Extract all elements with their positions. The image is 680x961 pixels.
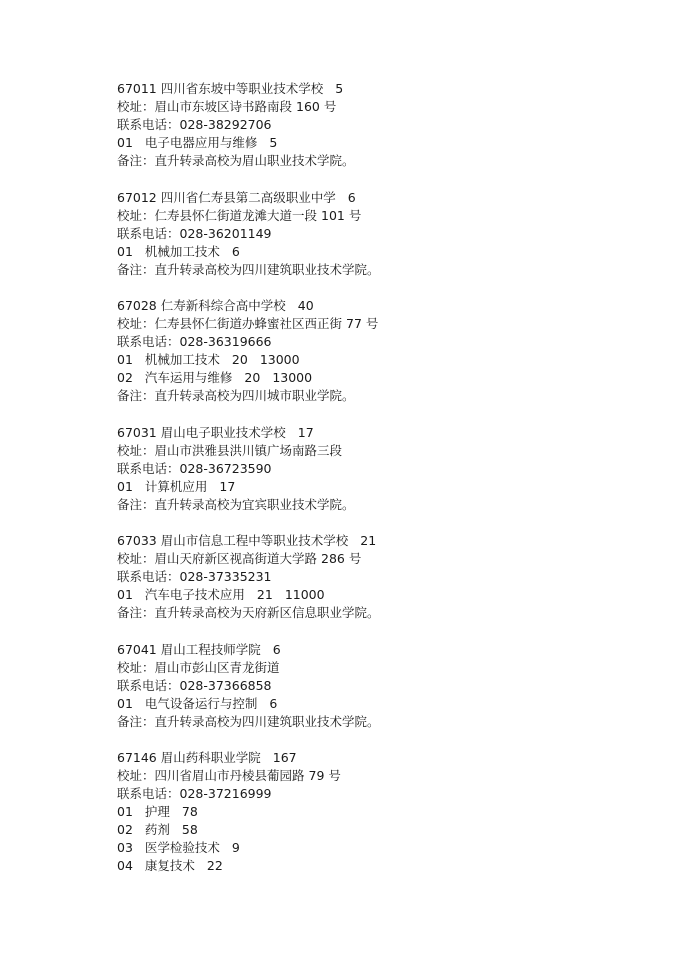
school-heading xyxy=(117,641,640,659)
major-count: 17 xyxy=(219,478,236,494)
phone-value: 028-36723590 xyxy=(179,460,272,476)
school-entry xyxy=(117,189,640,279)
school-heading xyxy=(117,424,640,442)
note-label: 备注： xyxy=(117,153,155,168)
address-label: 校址： xyxy=(117,442,155,458)
major-name: 电气设备运行与控制 xyxy=(144,695,258,711)
school-code: 67031 xyxy=(117,424,157,440)
note-label: 备注： xyxy=(117,713,155,729)
phone-value: 028-36201149 xyxy=(179,225,272,241)
school-note xyxy=(117,152,640,170)
major-row xyxy=(117,821,640,839)
major-count: 21 xyxy=(256,587,273,602)
school-note xyxy=(117,261,640,279)
school-total: 167 xyxy=(272,750,297,765)
major-name: 护理 xyxy=(144,804,170,819)
address-value: 眉山市东坡区诗书路南段 160 号 xyxy=(154,99,337,114)
major-count: 78 xyxy=(181,804,198,819)
address-label: 校址： xyxy=(117,768,155,783)
note-value: 直升转录高校为天府新区信息职业学院。 xyxy=(154,605,380,620)
school-address xyxy=(117,550,640,568)
major-count: 20 xyxy=(244,370,261,385)
major-count: 58 xyxy=(181,822,198,837)
school-code: 67033 xyxy=(117,533,157,548)
school-note xyxy=(117,713,640,731)
major-row xyxy=(117,857,640,875)
school-entry xyxy=(117,532,640,622)
phone-value: 028-37216999 xyxy=(179,786,272,801)
note-value: 直升转录高校为宜宾职业技术学院。 xyxy=(154,496,355,512)
major-code: 02 xyxy=(117,370,133,385)
phone-label: 联系电话： xyxy=(117,569,180,584)
phone-label: 联系电话： xyxy=(117,460,180,476)
address-value: 仁寿县怀仁街道办蜂蜜社区西正街 77 号 xyxy=(154,316,379,331)
major-count: 6 xyxy=(231,243,240,259)
school-name: 眉山电子职业技术学校 xyxy=(160,424,286,440)
school-phone xyxy=(117,225,640,243)
major-row xyxy=(117,243,640,261)
address-value: 眉山市彭山区青龙街道 xyxy=(154,659,280,675)
major-code: 01 xyxy=(117,352,133,367)
school-address xyxy=(117,207,640,225)
school-name: 四川省东坡中等职业技术学校 xyxy=(160,81,324,96)
major-count: 20 xyxy=(231,352,248,367)
school-phone xyxy=(117,677,640,695)
address-value: 四川省眉山市丹棱县葡园路 79 号 xyxy=(154,768,341,783)
major-fee: 13000 xyxy=(272,370,313,385)
major-code: 04 xyxy=(117,858,133,873)
major-code: 03 xyxy=(117,840,133,855)
school-heading xyxy=(117,297,640,315)
school-entry xyxy=(117,749,640,875)
school-address xyxy=(117,767,640,785)
major-code: 02 xyxy=(117,822,133,837)
address-value: 眉山天府新区视高街道大学路 286 号 xyxy=(154,551,362,566)
phone-value: 028-37366858 xyxy=(179,677,272,693)
school-total: 6 xyxy=(272,641,281,657)
major-fee: 13000 xyxy=(259,352,300,367)
major-row xyxy=(117,351,640,369)
major-count: 5 xyxy=(269,135,278,150)
major-row xyxy=(117,839,640,857)
phone-label: 联系电话： xyxy=(117,334,180,349)
note-label: 备注： xyxy=(117,496,155,512)
school-phone xyxy=(117,333,640,351)
major-code: 01 xyxy=(117,587,133,602)
school-name: 眉山市信息工程中等职业技术学校 xyxy=(160,533,349,548)
school-code: 67028 xyxy=(117,298,157,313)
major-row xyxy=(117,803,640,821)
school-note xyxy=(117,387,640,405)
major-name: 汽车运用与维修 xyxy=(144,370,233,385)
school-address xyxy=(117,98,640,116)
major-row xyxy=(117,369,640,387)
note-label: 备注： xyxy=(117,605,155,620)
major-name: 医学检验技术 xyxy=(144,840,220,855)
major-name: 电子电器应用与维修 xyxy=(144,135,258,150)
phone-value: 028-38292706 xyxy=(179,117,272,132)
note-value: 直升转录高校为四川建筑职业技术学院。 xyxy=(154,261,380,277)
note-value: 直升转录高校为四川城市职业学院。 xyxy=(154,388,355,403)
major-code: 01 xyxy=(117,135,133,150)
address-label: 校址： xyxy=(117,99,155,114)
address-label: 校址： xyxy=(117,659,155,675)
major-name: 机械加工技术 xyxy=(144,243,220,259)
note-value: 直升转录高校为四川建筑职业技术学院。 xyxy=(154,713,380,729)
major-row xyxy=(117,478,640,496)
major-code: 01 xyxy=(117,243,133,259)
address-label: 校址： xyxy=(117,316,155,331)
major-name: 机械加工技术 xyxy=(144,352,220,367)
school-entry xyxy=(117,424,640,514)
school-heading xyxy=(117,80,640,98)
school-phone xyxy=(117,116,640,134)
major-name: 汽车电子技术应用 xyxy=(144,587,245,602)
school-heading xyxy=(117,749,640,767)
school-note xyxy=(117,496,640,514)
school-total: 6 xyxy=(347,189,356,205)
school-code: 67012 xyxy=(117,189,157,205)
major-row xyxy=(117,695,640,713)
school-entry xyxy=(117,297,640,405)
school-address xyxy=(117,315,640,333)
school-name: 眉山工程技师学院 xyxy=(160,641,261,657)
major-name: 康复技术 xyxy=(144,858,195,873)
major-code: 01 xyxy=(117,804,133,819)
note-label: 备注： xyxy=(117,261,155,277)
phone-value: 028-37335231 xyxy=(179,569,272,584)
note-value: 直升转录高校为眉山职业技术学院。 xyxy=(154,153,355,168)
major-fee: 11000 xyxy=(284,587,325,602)
school-entry xyxy=(117,80,640,170)
major-code: 01 xyxy=(117,478,133,494)
school-heading xyxy=(117,189,640,207)
school-name: 四川省仁寿县第二高级职业中学 xyxy=(160,189,336,205)
address-value: 眉山市洪雅县洪川镇广场南路三段 xyxy=(154,442,343,458)
major-code: 01 xyxy=(117,695,133,711)
school-code: 67011 xyxy=(117,81,157,96)
major-name: 药剂 xyxy=(144,822,170,837)
school-name: 眉山药科职业学院 xyxy=(160,750,261,765)
phone-label: 联系电话： xyxy=(117,786,180,801)
school-phone xyxy=(117,568,640,586)
major-count: 22 xyxy=(206,858,223,873)
school-total: 21 xyxy=(360,533,377,548)
school-total: 17 xyxy=(297,424,314,440)
major-count: 6 xyxy=(269,695,278,711)
note-label: 备注： xyxy=(117,388,155,403)
phone-label: 联系电话： xyxy=(117,117,180,132)
phone-label: 联系电话： xyxy=(117,225,180,241)
school-heading xyxy=(117,532,640,550)
phone-label: 联系电话： xyxy=(117,677,180,693)
address-label: 校址： xyxy=(117,207,155,223)
school-address xyxy=(117,659,640,677)
school-total: 5 xyxy=(335,81,344,96)
school-code: 67146 xyxy=(117,750,157,765)
school-name: 仁寿新科综合高中学校 xyxy=(160,298,286,313)
school-phone xyxy=(117,785,640,803)
school-address xyxy=(117,442,640,460)
major-count: 9 xyxy=(231,840,240,855)
phone-value: 028-36319666 xyxy=(179,334,272,349)
school-phone xyxy=(117,460,640,478)
address-value: 仁寿县怀仁街道龙滩大道一段 101 号 xyxy=(154,207,362,223)
address-label: 校址： xyxy=(117,551,155,566)
school-code: 67041 xyxy=(117,641,157,657)
major-row xyxy=(117,134,640,152)
school-total: 40 xyxy=(297,298,314,313)
major-row xyxy=(117,586,640,604)
school-entry xyxy=(117,641,640,731)
major-name: 计算机应用 xyxy=(144,478,208,494)
school-note xyxy=(117,604,640,622)
